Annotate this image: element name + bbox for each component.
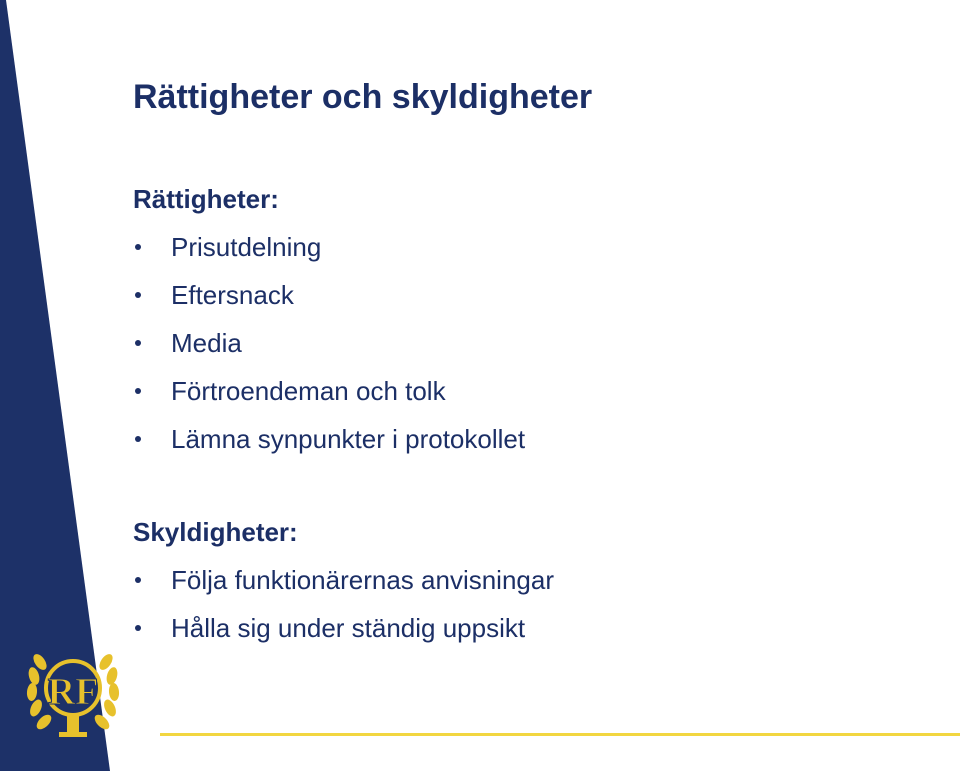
duties-list (133, 562, 554, 658)
list-item-text: Följa funktionärernas anvisningar (171, 565, 554, 595)
list-item-text: Förtroendeman och tolk (171, 376, 446, 406)
rights-list (133, 229, 525, 469)
list-item (133, 562, 554, 610)
bullet-icon (135, 436, 141, 442)
laurel-wreath-emblem-icon (26, 646, 120, 742)
list-item-text: Eftersnack (171, 280, 294, 310)
bullet-icon (135, 244, 141, 250)
list-item (133, 229, 525, 277)
list-item (133, 277, 525, 325)
bullet-icon (135, 577, 141, 583)
list-item-text: Media (171, 328, 242, 358)
bullet-icon (135, 340, 141, 346)
bullet-icon (135, 388, 141, 394)
rights-heading: Rättigheter: (133, 184, 279, 214)
bullet-icon (135, 625, 141, 631)
list-item-text: Lämna synpunkter i protokollet (171, 424, 526, 454)
logo-monogram: RF (47, 671, 99, 713)
list-item (133, 610, 554, 658)
list-item (133, 373, 525, 421)
duties-heading: Skyldigheter: (133, 517, 298, 547)
bullet-icon (135, 292, 141, 298)
list-item (133, 325, 525, 373)
footer-divider (160, 733, 960, 736)
slide-title: Rättigheter och skyldigheter (133, 78, 593, 116)
list-item-text: Prisutdelning (171, 232, 322, 262)
list-item (133, 421, 525, 469)
list-item-text: Hålla sig under ständig uppsikt (171, 613, 526, 643)
